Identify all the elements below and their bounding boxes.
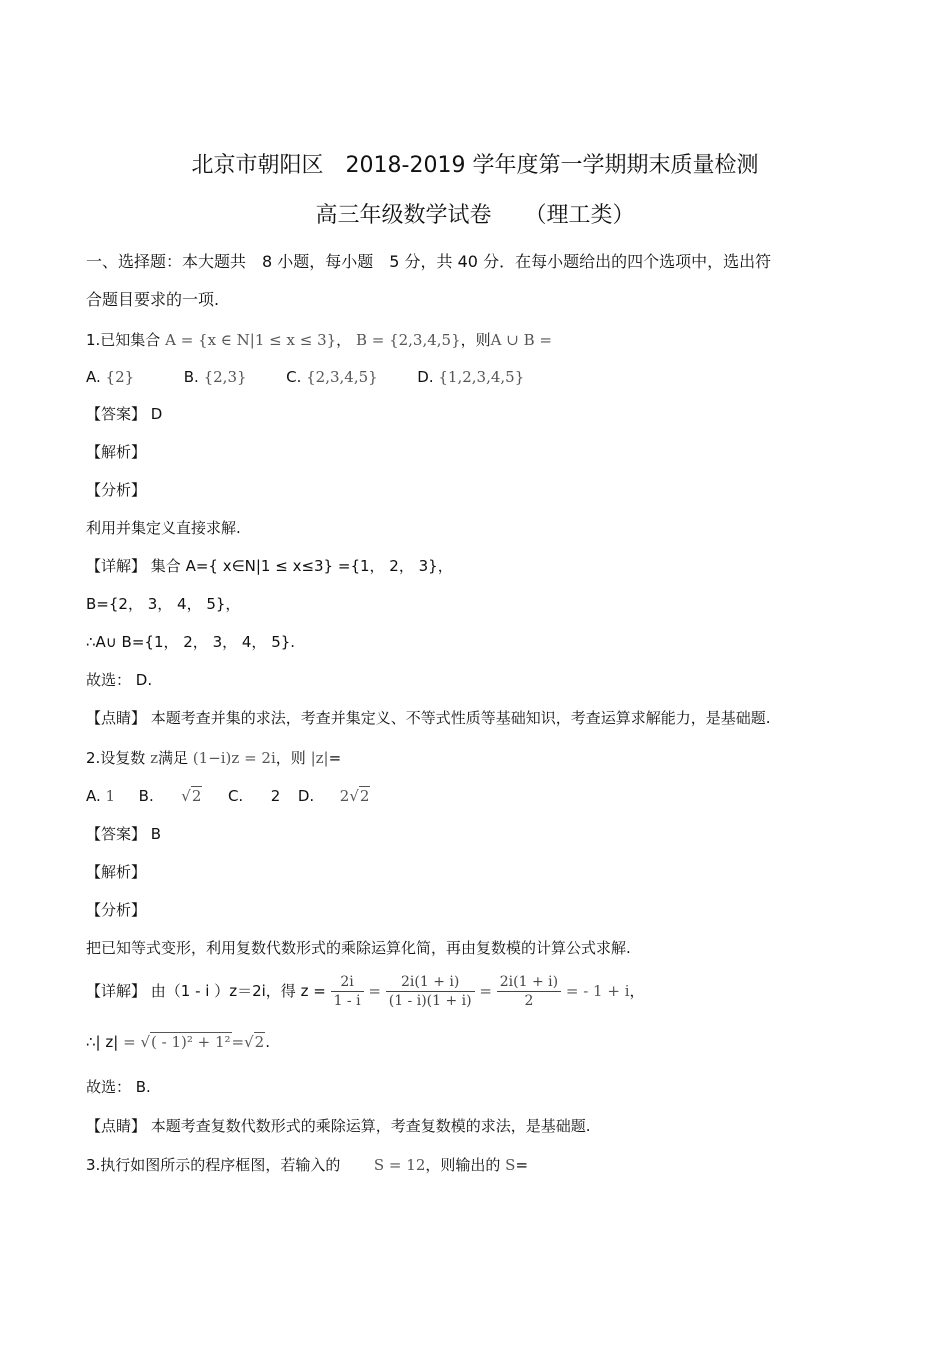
q1-opt-c: {2,3,4,5} [306,368,378,386]
q2-opt-b-radicand: 2 [191,787,202,805]
q2-frac-1-den: 1 - i [333,993,361,1009]
q2-opt-a: 1 [105,787,116,805]
q2-eq-1: = [368,982,381,1000]
q2-frac-3 [497,973,561,1010]
q2-stem-mid: 满足 [158,749,189,767]
q1-stem [86,330,552,350]
q1-comment-text: 本题考查并集的求法，考查并集定义、不等式性质等基础知识，考查运算求解能力，是基础题. [150,709,771,727]
q1-opt-b: {2,3} [203,368,247,386]
q1-opt-a: {2} [105,368,135,386]
q3-stem-prefix: 3.执行如图所示的程序框图，若输入的 [86,1156,341,1174]
q2-opt-c-label: C. [227,787,244,805]
q2-mod-eq2: = [231,1033,245,1051]
q2-opt-d-coef: 2 [339,787,350,805]
q2-opt-c: 2 [270,787,281,805]
q1-choose: 故选： D. [86,671,153,689]
section-intro-cont: 合题目要求的一项. [86,290,220,309]
q2-opt-d-label: D. [297,787,315,805]
q2-stem-then: ，则 [275,749,306,767]
q2-eq-2: = [479,982,492,1000]
q3-ask-eq: = [515,1156,529,1174]
q1-stem-prefix: 1.已知集合 [86,331,161,349]
q2-comment-label: 【点睛】 [86,1117,147,1135]
q2-frac-2-den: (1 - i)(1 + i) [388,993,472,1009]
q2-comment [86,1116,591,1136]
q1-opt-a-label: A. [86,368,101,386]
q2-ask: |z| [310,749,329,767]
q2-frac-1-num: 2i [331,973,364,992]
q3-stem-mid: ，则输出的 [425,1156,501,1174]
q2-opt-a-label: A. [86,787,101,805]
q2-options [86,786,370,806]
q1-detail [86,556,453,576]
q2-equation: (1−i)z = 2i [192,749,276,767]
q1-ask: A ∪ B = [490,331,552,349]
q2-comment-text: 本题考查复数代数形式的乘除运算，考查复数模的求法，是基础题. [150,1117,591,1135]
q1-answer-label: 【答案】 [86,405,147,423]
q2-opt-d-radicand: 2 [359,787,370,805]
q1-sep1: ， [336,331,352,349]
q3-output: S [505,1156,516,1174]
q1-set-a: A = {x ∈ N|1 ≤ x ≤ 3} [165,331,337,349]
q1-answer-value: D [150,405,163,423]
q2-fenxi-text: 把已知等式变形，利用复数代数形式的乘除运算化简，再由复数模的计算公式求解. [86,939,631,957]
q2-mod-radicand: ( - 1)² + 1² [151,1033,231,1051]
q2-frac-1 [331,973,364,1010]
q2-mod-value: √2 [244,1033,265,1051]
section-intro: 一、选择题：本大题共 8 小题，每小题 5 分，共 40 分．在每小题给出的四个选项中，选出符 [86,252,772,271]
q2-opt-b-label: B. [138,787,154,805]
q2-answer-label: 【答案】 [86,825,147,843]
q2-choose: 故选： B. [86,1078,151,1096]
page-subtitle: 高三年级数学试卷 （理工类） [315,203,635,228]
q2-frac-3-den: 2 [524,993,534,1009]
q2-opt-d: 2√2 [339,787,370,805]
q1-comment [86,708,771,728]
q2-frac-2 [386,973,475,1010]
q2-mod-value-radicand: 2 [254,1033,265,1051]
q1-options [86,367,524,387]
q1-analysis-label: 【解析】 [86,443,147,461]
q2-mod-sqrt: √( - 1)² + 1² [140,1033,231,1051]
q1-detail-line1: 集合 A={ x∈N|1 ≤ x≤3} ={1， 2， 3}， [150,557,453,575]
q2-z-var: z [150,749,158,767]
q1-detail-label: 【详解】 [86,557,147,575]
q2-detail-label: 【详解】 [86,982,147,1000]
q2-detail-prefix: 由（1 - i ）z＝2i，得 z = [150,982,326,1000]
q2-result-end: ， [629,982,645,1000]
q2-detail [86,968,645,1014]
q3-stem [86,1155,528,1175]
q1-set-b: B = {2,3,4,5} [355,331,461,349]
q1-detail-line2: B={2， 3， 4， 5}， [86,595,241,613]
q1-answer [86,404,162,424]
q2-mod-prefix: ∴| z| [86,1033,119,1051]
q1-fenxi-label: 【分析】 [86,481,147,499]
q1-sep2: ，则 [460,331,491,349]
q3-input: S = 12 [373,1156,426,1174]
q2-stem [86,748,341,768]
q1-detail-line3: ∴A∪ B={1， 2， 3， 4， 5}. [86,633,296,651]
q2-answer [86,824,161,844]
q2-frac-3-num: 2i(1 + i) [497,973,561,992]
q2-answer-value: B [150,825,162,843]
q2-modulus [86,1032,270,1052]
q2-ask-eq: = [328,749,342,767]
q1-opt-d: {1,2,3,4,5} [438,368,525,386]
q2-opt-b: √2 [181,787,202,805]
q2-frac-2-num: 2i(1 + i) [386,973,475,992]
q1-opt-c-label: C. [286,368,302,386]
q1-opt-b-label: B. [183,368,199,386]
q2-stem-prefix: 2.设复数 [86,749,146,767]
q2-mod-end: . [265,1033,270,1051]
q2-fenxi-label: 【分析】 [86,901,147,919]
q1-opt-d-label: D. [417,368,434,386]
q2-result: = - 1 + i [565,982,630,1000]
q1-fenxi-text: 利用并集定义直接求解. [86,519,241,537]
q2-mod-eq: = [123,1033,136,1051]
q2-analysis-label: 【解析】 [86,863,147,881]
q1-comment-label: 【点睛】 [86,709,147,727]
page-title: 北京市朝阳区 2018-2019 学年度第一学期期末质量检测 [191,153,759,178]
